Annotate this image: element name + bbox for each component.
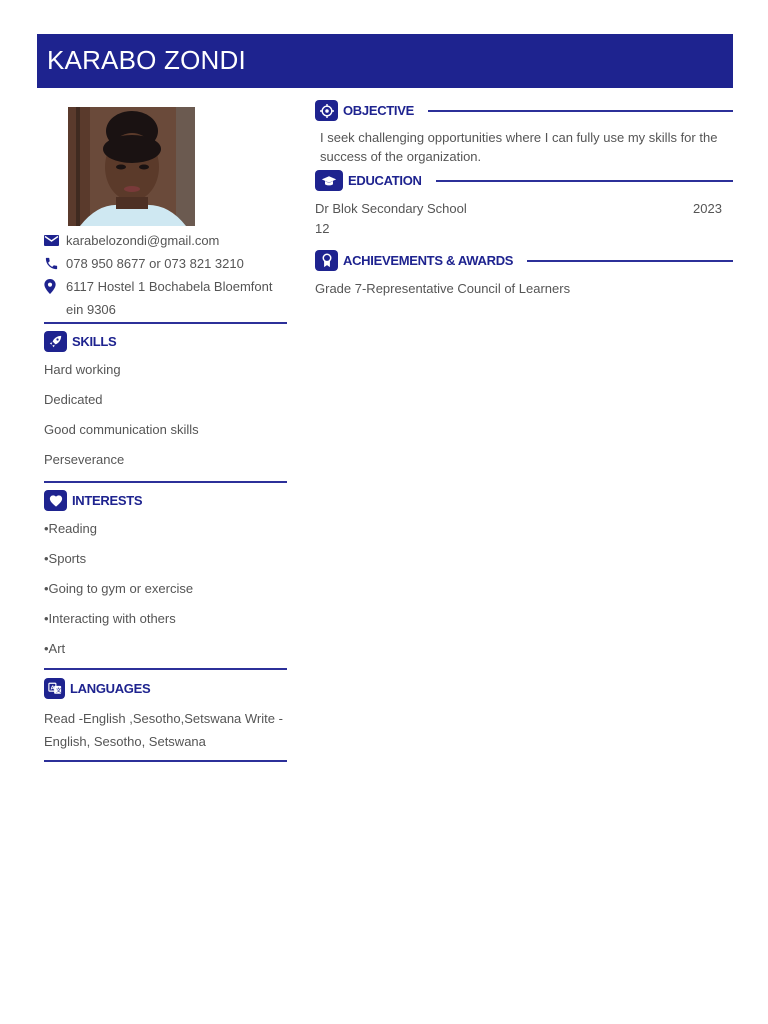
heading-rule xyxy=(436,180,733,182)
languages-title: LANGUAGES xyxy=(70,681,151,696)
location-pin-icon xyxy=(44,275,60,298)
phone-icon xyxy=(44,252,60,275)
education-year: 2023 xyxy=(693,201,722,216)
objective-text: I seek challenging opportunities where I can fully use my skills for the success of the organization. xyxy=(320,130,718,164)
interest-item: •Sports xyxy=(44,551,87,566)
divider xyxy=(44,481,287,483)
achievements-heading xyxy=(315,250,733,271)
interest-item: •Interacting with others xyxy=(44,611,176,626)
education-grade: 12 xyxy=(315,221,330,236)
address-text: 6117 Hostel 1 Bochabela Bloemfont ein 9306 xyxy=(66,279,273,317)
objective-title: OBJECTIVE xyxy=(343,103,414,118)
graduation-cap-icon xyxy=(315,170,343,191)
skill-item: Perseverance xyxy=(44,452,125,467)
interests-title: INTERESTS xyxy=(72,493,143,508)
contact-email xyxy=(44,229,286,252)
heading-rule xyxy=(428,110,733,112)
rocket-icon xyxy=(44,331,67,352)
interest-item: •Going to gym or exercise xyxy=(44,581,194,596)
divider xyxy=(44,760,287,762)
skills-title: SKILLS xyxy=(72,334,117,349)
languages-heading xyxy=(44,678,150,699)
name-banner xyxy=(37,34,733,88)
interest-item: •Art xyxy=(44,641,66,656)
skill-item: Good communication skills xyxy=(44,422,199,437)
target-icon xyxy=(315,100,338,121)
mail-icon xyxy=(44,229,60,252)
languages-text: Read -English ,Sesotho,Setswana Write - English, Sesotho, Setswana xyxy=(44,711,283,749)
heading-rule xyxy=(527,260,733,262)
divider xyxy=(44,322,287,324)
award-icon xyxy=(315,250,338,271)
skills-heading xyxy=(44,331,116,352)
translate-icon xyxy=(44,678,65,699)
objective-heading xyxy=(315,100,733,121)
divider xyxy=(44,668,287,670)
candidate-name: KARABO ZONDI xyxy=(47,45,246,75)
profile-photo xyxy=(68,107,195,226)
svg-text:文: 文 xyxy=(55,688,61,694)
skill-item: Dedicated xyxy=(44,392,103,407)
phone-text: 078 950 8677 or 073 821 3210 xyxy=(66,256,244,271)
interests-heading xyxy=(44,490,142,511)
education-title: EDUCATION xyxy=(348,173,422,188)
contact-address xyxy=(44,275,286,321)
svg-text:A: A xyxy=(50,685,54,692)
contact-phone xyxy=(44,252,286,275)
education-heading xyxy=(315,170,733,191)
achievement-item: Grade 7-Representative Council of Learners xyxy=(315,281,571,296)
skill-item: Hard working xyxy=(44,362,121,377)
school-name: Dr Blok Secondary School xyxy=(315,201,467,216)
email-text: karabelozondi@gmail.com xyxy=(66,233,220,248)
achievements-title: ACHIEVEMENTS & AWARDS xyxy=(343,253,514,268)
interest-item: •Reading xyxy=(44,521,97,536)
heart-icon xyxy=(44,490,67,511)
